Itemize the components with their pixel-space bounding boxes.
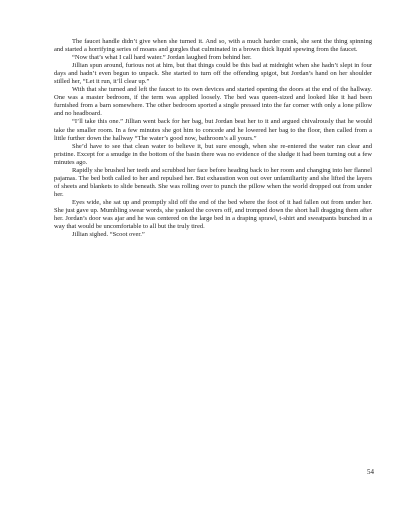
- paragraph: “I’ll take this one.” Jillian went back for her bag, but Jordan beat her to it and argued chivalrously that he would take the smaller room. In a few minutes she got him to concede and he lowered her bag to the floor, then called from a little further down the hallway “The water’s good now, bathroom’s all yours.”: [54, 118, 372, 142]
- paragraph: Rapidly she brushed her teeth and scrubbed her face before heading back to her room and changing into her flannel pajamas. The bed both called to her and repulsed her. But exhaustion won out over unfamiliarity and she lifted the layers of sheets and blankets to slide beneath. She was rolling over to punch the pillow when the world dropped out from under her.: [54, 166, 372, 198]
- paragraph: With that she turned and left the faucet to its own devices and started opening the doors at the end of the hallway. One was a master bedroom, if the term was applied loosely. The bed was queen-sized and looked like it had been furnished from a barn somewhere. The other bedroom sported a single pressed into the far corner with only a lone pillow and no headboard.: [54, 86, 372, 118]
- body-text: [54, 38, 372, 239]
- paragraph: Jillian sighed. “Scoot over.”: [72, 231, 145, 239]
- paragraph: “Now that’s what I call hard water.” Jordan laughed from behind her.: [72, 54, 252, 62]
- page-number: 54: [367, 468, 374, 476]
- paragraph: She’d have to see that clean water to believe it, but sure enough, when she re-entered the water ran clear and pristine. Except for a smudge in the bottom of the basin there was no evidence of the sludge it had been turning out a few minutes ago.: [54, 142, 372, 166]
- paragraph: Eyes wide, she sat up and promptly slid off the end of the bed where the foot of it had fallen out from under her. She just gave up. Mumbling swear words, she yanked the covers off, and tromped down the short hall dragging them after her. Jordan’s door was ajar and he was centered on the large bed in a draping sprawl, t-shirt and sweatpants bunched in a way that would be uncomfortable to all but the truly tired.: [54, 198, 372, 231]
- paragraph: The faucet handle didn’t give when she turned it. And so, with a much harder crank, she sent the thing spinning and started a horrifying series of moans and gurgles that culminated in a brown thick liquid spewing from the faucet.: [54, 38, 372, 54]
- paragraph: Jillian spun around, furious not at him, but that things could be this bad at midnight when she hadn’t slept in four days and hadn’t even begun to unpack. She started to turn off the offending spigot, but Jordan’s hand on her shoulder stilled her, “Let it run, it’ll clear up.”: [54, 62, 372, 86]
